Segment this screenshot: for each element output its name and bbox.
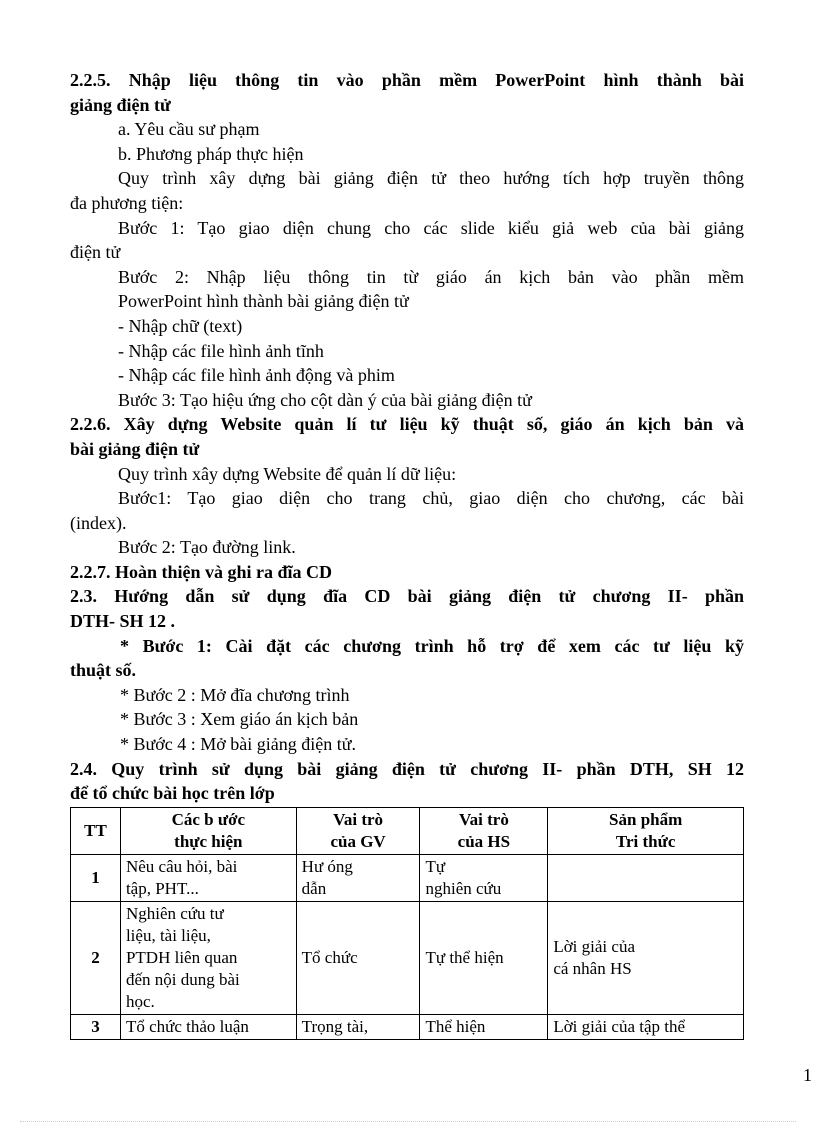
list-item: - Nhập chữ (text)	[118, 315, 243, 336]
table-row	[71, 901, 744, 1014]
page-bottom-rule	[20, 1121, 796, 1122]
cell-gv	[296, 1014, 420, 1039]
para-quy-trinh-1-cont: đa phương tiện:	[70, 192, 184, 213]
cell-line: Lời giải của tập thể	[553, 1016, 686, 1036]
heading-2-3: 2.3. Hướng dẫn sử dụng đĩa CD bài giảng điện tử chương II- phần	[70, 586, 744, 607]
para-web-buoc-1-cont: (index).	[70, 512, 127, 533]
cell-line: tập, PHT...	[125, 878, 199, 898]
cell-line: cá nhân HS	[553, 958, 632, 978]
cell-line: Nghiên cứu tư	[125, 903, 224, 923]
page-number: 1	[803, 1065, 812, 1085]
cell-line: PTDH liên quan	[125, 947, 238, 967]
heading-2-2-6-cont: bài giảng điện tử	[70, 438, 200, 459]
para-buoc-2: Bước 2: Nhập liệu thông tin từ giáo án kịch bản vào phần mềm	[118, 266, 744, 287]
document-body	[70, 68, 744, 1040]
heading-2-3-cont: DTH- SH 12 .	[70, 611, 176, 632]
heading-2-4: 2.4. Quy trình sử dụng bài giảng điện tử chương II- phần DTH, SH 12	[70, 758, 744, 779]
cell-line: Tổ chức	[301, 947, 358, 967]
cell-buoc	[120, 901, 296, 1014]
table-row	[71, 1014, 744, 1039]
cell-hs	[420, 901, 548, 1014]
step-item: * Bước 2 : Mở đĩa chương trình	[120, 684, 350, 705]
header-cell-line: Tri thức	[615, 831, 676, 851]
para-quy-trinh-1: Quy trình xây dựng bài giảng điện tử theo hướng tích hợp truyền thông	[118, 168, 744, 189]
header-cell	[71, 807, 121, 854]
cell-gv	[296, 901, 420, 1014]
cell-line: Trọng tài,	[301, 1016, 369, 1036]
heading-2-4-cont: để tổ chức bài học trên lớp	[70, 783, 275, 804]
header-cell-line: của GV	[330, 831, 386, 851]
step-1: * Bước 1: Cài đặt các chương trình hỗ trợ để xem các tư liệu kỹ	[120, 635, 744, 656]
cell-line: đến nội dung bài	[125, 969, 240, 989]
heading-2-2-5: 2.2.5. Nhập liệu thông tin vào phần mềm PowerPoint hình thành bài	[70, 70, 744, 90]
cell-line: dẫn	[301, 878, 327, 898]
cell-line: học.	[125, 991, 155, 1011]
row-number: 1	[71, 854, 121, 901]
para-web-buoc-2: Bước 2: Tạo đường link.	[118, 537, 296, 558]
cell-sp	[548, 854, 744, 901]
header-cell-line: thực hiện	[174, 831, 243, 851]
list-item: - Nhập các file hình ảnh động và phim	[118, 365, 395, 386]
heading-2-2-6: 2.2.6. Xây dựng Website quản lí tư liệu kỹ thuật số, giáo án kịch bản và	[70, 414, 744, 435]
cell-line: Tổ chức thảo luận	[125, 1016, 249, 1036]
para-a: a. Yêu cầu sư phạm	[118, 119, 260, 140]
header-cell	[548, 807, 744, 854]
para-web-buoc-1: Bước1: Tạo giao diện cho trang chủ, giao diện cho chương, các bài	[118, 488, 744, 509]
step-item: * Bước 4 : Mở bài giảng điện tử.	[120, 734, 357, 755]
para-quy-trinh-2: Quy trình xây dựng Website để quản lí dữ liệu:	[118, 463, 457, 484]
cell-buoc	[120, 1014, 296, 1039]
step-item: * Bước 3 : Xem giáo án kịch bản	[120, 709, 359, 730]
step-1-cont: thuật số.	[70, 660, 137, 681]
cell-line: Tự	[425, 856, 446, 876]
cell-sp	[548, 901, 744, 1014]
cell-buoc	[120, 854, 296, 901]
header-cell-line: Sản phẩm	[609, 809, 683, 829]
cell-hs	[420, 1014, 548, 1039]
header-cell	[420, 807, 548, 854]
cell-line: Lời giải của	[553, 936, 635, 956]
header-cell	[296, 807, 420, 854]
cell-line: liệu, tài liệu,	[125, 925, 211, 945]
header-cell-line: Vai trò	[333, 809, 384, 829]
cell-line: Thể hiện	[425, 1016, 486, 1036]
cell-line: Hư óng	[301, 856, 353, 876]
header-cell-line: TT	[84, 820, 107, 840]
process-table	[70, 807, 744, 1040]
table-row	[71, 854, 744, 901]
cell-sp	[548, 1014, 744, 1039]
para-buoc-1: Bước 1: Tạo giao diện chung cho các slide kiểu giả web của bài giảng	[118, 217, 744, 238]
row-number: 2	[71, 901, 121, 1014]
header-cell-line: Các b ước	[171, 809, 246, 829]
cell-gv	[296, 854, 420, 901]
header-cell-line: của HS	[457, 831, 511, 851]
header-cell	[120, 807, 296, 854]
cell-hs	[420, 854, 548, 901]
cell-line: Tự thể hiện	[425, 947, 504, 967]
para-buoc-3: Bước 3: Tạo hiệu ứng cho cột dàn ý của bài giảng điện tử	[118, 389, 532, 410]
row-number: 3	[71, 1014, 121, 1039]
para-buoc-1-cont: điện tử	[70, 242, 121, 263]
cell-line: Nêu câu hỏi, bài	[125, 856, 238, 876]
header-cell-line: Vai trò	[458, 809, 509, 829]
list-item: - Nhập các file hình ảnh tĩnh	[118, 340, 324, 361]
para-buoc-2-cont: PowerPoint hình thành bài giảng điện tử	[118, 291, 409, 312]
cell-line: nghiên cứu	[425, 878, 502, 898]
table-header-row	[71, 807, 744, 854]
para-b: b. Phương pháp thực hiện	[118, 143, 304, 164]
heading-2-2-7: 2.2.7. Hoàn thiện và ghi ra đĩa CD	[70, 561, 333, 582]
heading-2-2-5-cont: giảng điện tử	[70, 94, 171, 115]
